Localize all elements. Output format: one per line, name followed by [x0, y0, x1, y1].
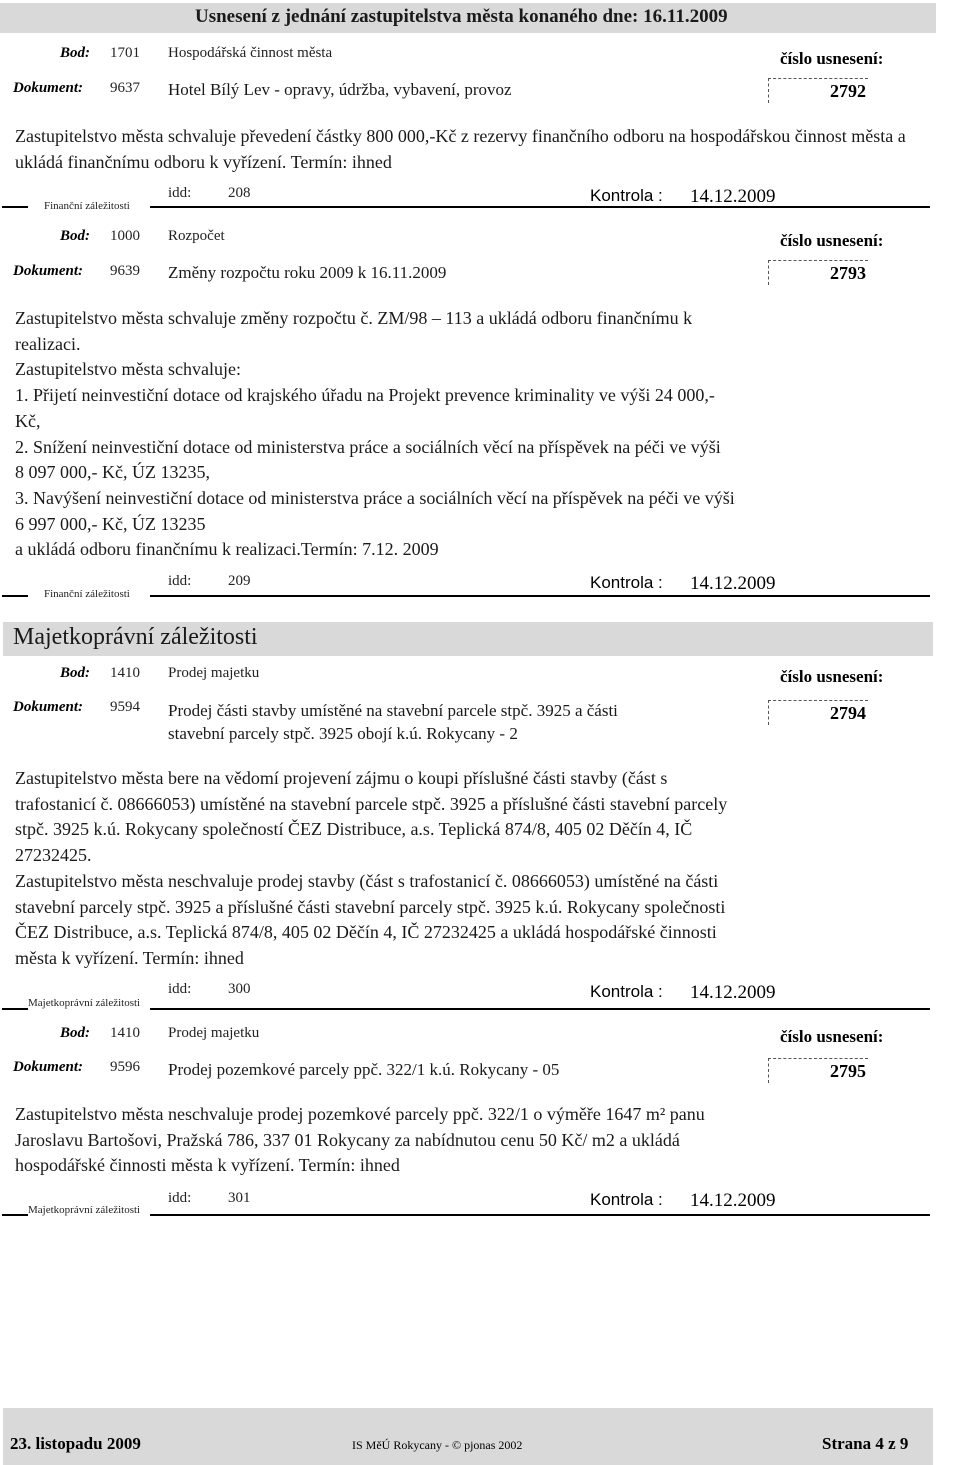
dokument-number: 9596	[110, 1059, 140, 1075]
cislo-usneseni-value: 2795	[768, 1058, 868, 1083]
resolution-line: hospodářské činnosti města k vyřízení. Termín: ihned	[15, 1155, 400, 1176]
dokument-label: Dokument:	[13, 699, 84, 715]
divider	[2, 1008, 28, 1010]
cislo-usneseni-label: číslo usnesení:	[780, 667, 884, 686]
resolution-line: a ukládá odboru finančnímu k realizaci.Termín: 7.12. 2009	[15, 539, 439, 560]
resolution-text	[15, 766, 920, 972]
resolution-text	[15, 306, 920, 563]
cislo-usneseni-value: 2794	[768, 700, 868, 725]
kontrola-label: Kontrola :	[590, 1190, 663, 1209]
resolution-line: města k vyřízení. Termín: ihned	[15, 947, 244, 968]
resolution-line: stpč. 3925 k.ú. Rokycany společností ČEZ Distribuce, a.s. Teplická 874/8, 405 02 Děčín 4, IČ	[15, 819, 693, 840]
cislo-usneseni-label: číslo usnesení:	[780, 231, 884, 250]
dokument-number: 9594	[110, 699, 140, 715]
resolution-line: Zastupitelstvo města bere na vědomí projevení zájmu o koupi příslušné části stavby (část s	[15, 768, 668, 788]
section-title: Majetkoprávní záležitosti	[13, 624, 258, 650]
idd-value: 208	[228, 185, 251, 201]
bod-number: 1701	[110, 45, 140, 61]
cislo-usneseni-label: číslo usnesení:	[780, 1027, 884, 1046]
idd-value: 301	[228, 1190, 251, 1206]
footer-date: 23. listopadu 2009	[10, 1434, 141, 1453]
resolution-line: 3. Navýšení neinvestiční dotace od ministerstva práce a sociálních věcí na příspěvek na péči ve výši	[15, 487, 735, 508]
resolution-line: 6 997 000,- Kč, ÚZ 13235	[15, 513, 206, 534]
dokument-title: Hotel Bílý Lev - opravy, údržba, vybavení, provoz	[168, 80, 512, 99]
kontrola-label: Kontrola :	[590, 982, 663, 1001]
bod-title: Prodej majetku	[168, 665, 260, 681]
resolution-line: Zastupitelstvo města schvaluje:	[15, 359, 241, 380]
dokument-title: stavební parcely stpč. 3925 obojí k.ú. Rokycany - 2	[168, 724, 518, 743]
resolution-line: 8 097 000,- Kč, ÚZ 13235,	[15, 462, 210, 483]
resolution-line: ČEZ Distribuce, a.s. Teplická 874/8, 405 02 Děčín 4, IČ 27232425 a ukládá hospodářské činnosti	[15, 922, 717, 943]
divider	[150, 206, 930, 208]
divider	[150, 595, 930, 597]
resolution-line: Zastupitelstvo města schvaluje změny rozpočtu č. ZM/98 – 113 a ukládá odboru finančnímu k	[15, 308, 693, 328]
kontrola-date: 14.12.2009	[690, 1190, 776, 1211]
dokument-label: Dokument:	[13, 80, 84, 96]
bod-number: 1000	[110, 228, 140, 244]
footer-system: IS MěÚ Rokycany - © pjonas 2002	[352, 1438, 523, 1452]
cislo-usneseni-value: 2793	[768, 260, 868, 285]
bod-number: 1410	[110, 665, 140, 681]
bod-title: Rozpočet	[168, 228, 225, 244]
resolution-line: 27232425.	[15, 845, 92, 866]
divider	[2, 1214, 28, 1216]
resolution-line: Zastupitelstvo města neschvaluje prodej pozemkové parcely ppč. 322/1 o výměře 1647 m² panu	[15, 1104, 705, 1124]
resolution-text: Zastupitelstvo města schvaluje převedení částky 800 000,-Kč z rezervy finančního odboru na hospodářskou činnost města a ukládá finančnímu odboru k vyřízení. Termín: ihned	[15, 126, 906, 172]
kontrola-date: 14.12.2009	[690, 573, 776, 594]
resolution-line: 1. Přijetí neinvestiční dotace od krajského úřadu na Projekt prevence kriminality ve výši 24 000,-	[15, 385, 715, 406]
idd-value: 209	[228, 573, 251, 589]
resolution-line: Kč,	[15, 410, 41, 431]
divider	[150, 1008, 930, 1010]
category-label: Finanční záležitosti	[44, 200, 130, 212]
bod-label: Bod:	[60, 1025, 90, 1041]
page-title: Usnesení z jednání zastupitelstva města konaného dne: 16.11.2009	[195, 6, 728, 27]
dokument-label: Dokument:	[13, 263, 84, 279]
resolution-line: trafostanicí č. 08666053) umístěné na stavební parcele stpč. 3925 a příslušné části stavební parcely	[15, 793, 728, 814]
resolution-line: stavební parcely stpč. 3925 a příslušné části stavební parcely stpč. 3925 k.ú. Rokycany společnosti	[15, 896, 726, 917]
divider	[2, 595, 28, 597]
divider	[150, 1214, 930, 1216]
idd-label: idd:	[168, 981, 192, 997]
idd-value: 300	[228, 981, 251, 997]
cislo-usneseni-value: 2792	[768, 78, 868, 103]
bod-title: Prodej majetku	[168, 1025, 260, 1041]
cislo-usneseni-label: číslo usnesení:	[780, 49, 884, 68]
bod-title: Hospodářská činnost města	[168, 45, 333, 61]
footer-page-number: Strana 4 z 9	[822, 1434, 909, 1453]
idd-label: idd:	[168, 185, 192, 201]
idd-label: idd:	[168, 1190, 192, 1206]
bod-label: Bod:	[60, 228, 90, 244]
resolution-text	[15, 1102, 920, 1179]
divider	[2, 206, 28, 208]
bod-label: Bod:	[60, 45, 90, 61]
resolution-line: 2. Snížení neinvestiční dotace od ministerstva práce a sociálních věcí na příspěvek na péči ve výši	[15, 436, 721, 457]
resolution-line: Zastupitelstvo města neschvaluje prodej stavby (část s trafostanicí č. 08666053) umístěné na části	[15, 870, 719, 891]
dokument-title: Prodej části stavby umístěné na stavební parcele stpč. 3925 a části	[168, 701, 618, 720]
kontrola-label: Kontrola :	[590, 573, 663, 592]
dokument-label: Dokument:	[13, 1059, 84, 1075]
bod-label: Bod:	[60, 665, 90, 681]
category-label: Majetkoprávní záležitosti	[28, 1204, 141, 1216]
category-label: Finanční záležitosti	[44, 588, 130, 600]
kontrola-date: 14.12.2009	[690, 982, 776, 1003]
page-footer	[3, 1408, 933, 1465]
idd-label: idd:	[168, 573, 192, 589]
kontrola-date: 14.12.2009	[690, 186, 776, 207]
dokument-number: 9639	[110, 263, 140, 279]
bod-number: 1410	[110, 1025, 140, 1041]
dokument-title: Změny rozpočtu roku 2009 k 16.11.2009	[168, 263, 447, 282]
dokument-number: 9637	[110, 80, 140, 96]
dokument-title: Prodej pozemkové parcely ppč. 322/1 k.ú. Rokycany - 05	[168, 1060, 560, 1079]
resolution-line: realizaci.	[15, 333, 81, 354]
category-label: Majetkoprávní záležitosti	[28, 997, 141, 1009]
kontrola-label: Kontrola :	[590, 186, 663, 205]
resolution-line: Jaroslavu Bartošovi, Pražská 786, 337 01 Rokycany za nabídnutou cenu 50 Kč/ m2 a ukládá	[15, 1129, 680, 1150]
